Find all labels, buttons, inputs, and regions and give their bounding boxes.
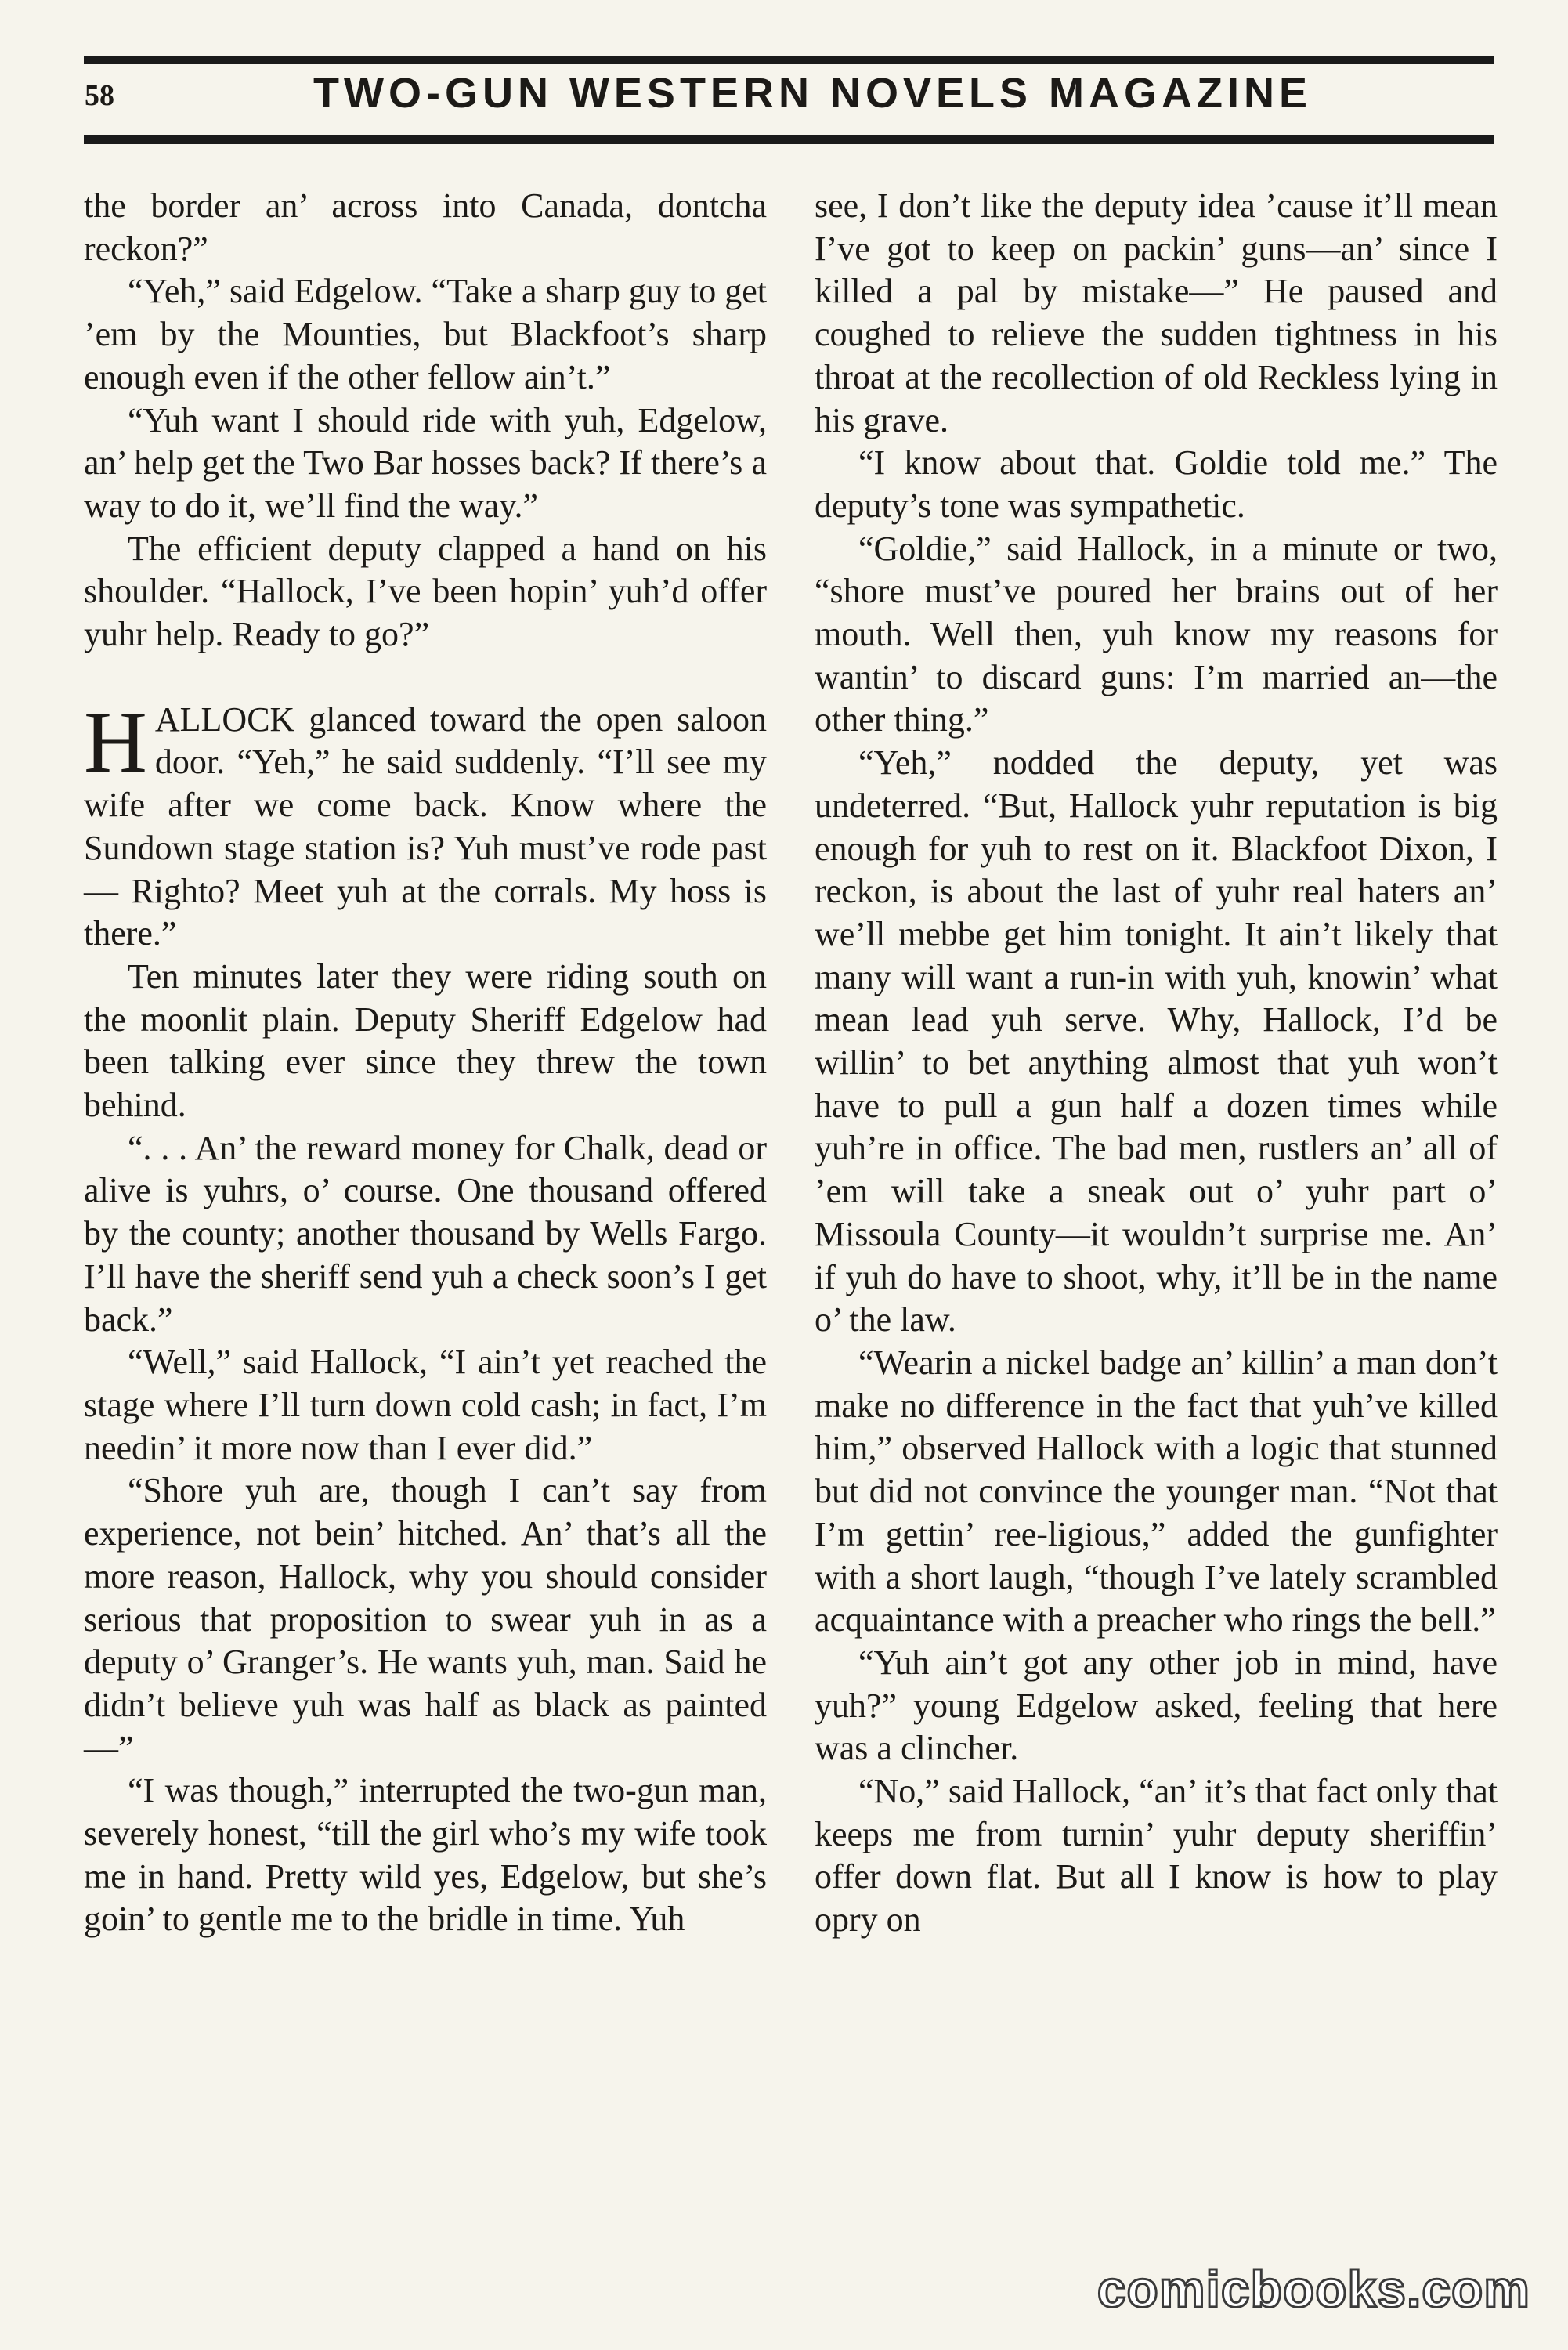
magazine-title: TWO-GUN WESTERN NOVELS MAGAZINE: [313, 70, 1312, 117]
paragraph: “Yeh,” nodded the deputy, yet was undeterred. “But, Hallock yuhr reputation is big enough for yuh to rest on it. Blackfoot Dixon, I reckon, is about the last of yuhr real haters an’ we’ll mebbe get him tonight. It ain’t likely that many will want a run-in with yuh, knowin’ what mean lead yuh serve. Why, Hallock, I’d be willin’ to bet anything almost that yuh won’t have to pull a gun half a dozen times while yuh’re in office. The bad men, rustlers an’ all of ’em will take a sneak out o’ yuhr part o’ Missoula County—it wouldn’t surprise me. An’ if yuh do have to shoot, why, it’ll be in the name o’ the law.: [815, 743, 1498, 1340]
header-rule-bottom: [84, 135, 1494, 144]
paragraph: Ten minutes later they were riding south on the moonlit plain. Deputy Sheriff Edgelow had been talking ever since they threw the town behind.: [84, 956, 767, 1125]
paragraph: “Goldie,” said Hallock, in a minute or two, “shore must’ve poured her brains out of her mouth. Well then, yuh know my reasons for wantin’ to discard guns: I’m married an—the other thing.”: [815, 529, 1498, 739]
paragraph: “No,” said Hallock, “an’ it’s that fact only that keeps me from turnin’ yuhr deputy sheriffin’ offer down flat. But all I know is how to play opry on: [815, 1772, 1498, 1940]
paragraph: “I know about that. Goldie told me.” The deputy’s tone was sympathetic.: [815, 443, 1498, 525]
paragraph: “Yuh want I should ride with yuh, Edgelow, an’ help get the Two Bar hosses back? If there’s a way to do it, we’ll find the way.”: [84, 400, 767, 525]
paragraph-drop-cap: HALLOCK glanced toward the open saloon door. “Yeh,” he said suddenly. “I’ll see my wife after we come back. Know where the Sundown stage station is? Yuh must’ve rode past— Righto? Meet yuh at the corrals. My hoss is there.”: [84, 693, 767, 953]
paragraph: “. . . An’ the reward money for Chalk, dead or alive is yuhrs, o’ course. One thousand offered by the county; another thousand by Wells Fargo. I’ll have the sheriff send yuh a check soon’s I get back.”: [84, 1128, 767, 1339]
text-column-left: [84, 185, 767, 1941]
paragraph: “Yeh,” said Edgelow. “Take a sharp guy to get ’em by the Mounties, but Blackfoot’s sharp enough even if the other fellow ain’t.”: [84, 272, 767, 396]
paragraph: “I was though,” interrupted the two-gun man, severely honest, “till the girl who’s my wife took me in hand. Pretty wild yes, Edgelow, but she’s goin’ to gentle me to the bridle in time. Yuh: [84, 1771, 767, 1939]
paragraph: The efficient deputy clapped a hand on his shoulder. “Hallock, I’ve been hopin’ yuh’d offer yuhr help. Ready to go?”: [84, 529, 767, 654]
paragraph: the border an’ across into Canada, dontcha reckon?”: [84, 186, 767, 268]
paragraph: see, I don’t like the deputy idea ’cause it’ll mean I’ve got to keep on packin’ guns—an’ since I killed a pal by mistake—” He paused and coughed to relieve the sudden tightness in his throat at the recollection of old Reckless lying in his grave.: [815, 186, 1498, 439]
paragraph: “Wearin a nickel badge an’ killin’ a man don’t make no difference in the fact that yuh’ve killed him,” observed Hallock with a logic that stunned but did not convince the younger man. “Not that I’m gettin’ ree-ligious,” added the gunfighter with a short laugh, “though I’ve lately scrambled acquaintance with a preacher who rings the bell.”: [815, 1343, 1498, 1640]
text-column-right: [815, 185, 1498, 1942]
paragraph: “Shore yuh are, though I can’t say from experience, not bein’ hitched. An’ that’s all the more reason, Hallock, why you should consider serious that proposition to swear yuh in as a deputy o’ Granger’s. He wants yuh, man. Said he didn’t believe yuh was half as black as painted—”: [84, 1471, 767, 1767]
paragraph: “Yuh ain’t got any other job in mind, have yuh?” young Edgelow asked, feeling that here was a clincher.: [815, 1643, 1498, 1768]
header-rule-top: [84, 56, 1494, 64]
paragraph: “Well,” said Hallock, “I ain’t yet reached the stage where I’ll turn down cold cash; in fact, I’m needin’ it more now than I ever did.”: [84, 1343, 767, 1467]
watermark-logo: comicbooks.com: [1097, 2260, 1530, 2318]
page-number: 58: [85, 79, 114, 112]
